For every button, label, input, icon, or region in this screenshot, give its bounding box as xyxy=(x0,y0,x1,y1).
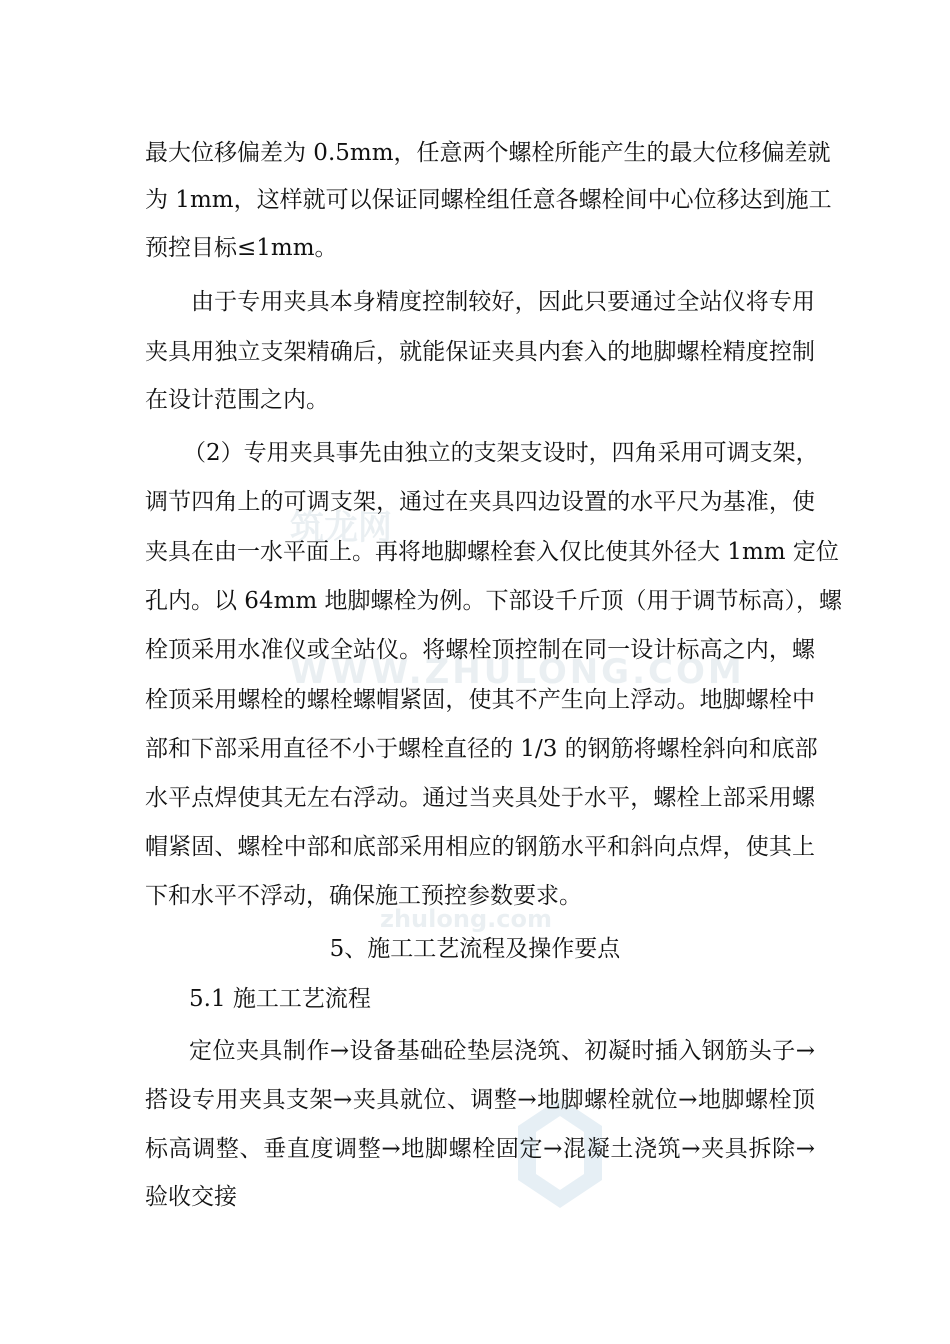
paragraph-3-line-10: 下和水平不浮动，确保施工预控参数要求。 xyxy=(145,883,582,909)
paragraph-3-line-2: 调节四角上的可调支架，通过在夹具四边设置的水平尺为基准，使 xyxy=(145,489,815,515)
paragraph-3-line-9: 帽紧固、螺栓中部和底部采用相应的钢筋水平和斜向点焊，使其上 xyxy=(145,834,815,860)
paragraph-4-line-3: 标高调整、垂直度调整→地脚螺栓固定→混凝土浇筑→夹具拆除→ xyxy=(145,1136,815,1162)
paragraph-4-line-2: 搭设专用夹具支架→夹具就位、调整→地脚螺栓就位→地脚螺栓顶 xyxy=(145,1087,815,1113)
watermark-cn: 筑龙网 xyxy=(290,508,392,548)
watermark-url: WWW.ZHULONG.COM xyxy=(290,652,745,692)
paragraph-2-line-1: 由于专用夹具本身精度控制较好，因此只要通过全站仪将专用 xyxy=(191,289,815,315)
paragraph-1-line-3: 预控目标≤1mm。 xyxy=(145,235,338,261)
paragraph-1-line-1: 最大位移偏差为 0.5mm，任意两个螺栓所能产生的最大位移偏差就 xyxy=(145,140,831,166)
paragraph-4-line-1: 定位夹具制作→设备基础砼垫层浇筑、初凝时插入钢筋头子→ xyxy=(189,1038,815,1064)
paragraph-3-line-3: 夹具在由一水平面上。再将地脚螺栓套入仅比使其外径大 1mm 定位 xyxy=(145,539,839,565)
section-heading: 5、施工工艺流程及操作要点 xyxy=(329,936,621,962)
paragraph-3-line-5: 栓顶采用水准仪或全站仪。将螺栓顶控制在同一设计标高之内，螺 xyxy=(145,637,815,663)
watermark-short: zhulong.com xyxy=(380,905,552,933)
paragraph-3-line-4: 孔内。以 64mm 地脚螺栓为例。下部设千斤顶（用于调节标高），螺 xyxy=(145,588,843,614)
paragraph-3-line-6: 栓顶采用螺栓的螺栓螺帽紧固，使其不产生向上浮动。地脚螺栓中 xyxy=(145,687,815,713)
paragraph-4-line-4: 验收交接 xyxy=(145,1184,237,1210)
subsection-heading: 5.1 施工工艺流程 xyxy=(189,986,371,1012)
paragraph-2-line-3: 在设计范围之内。 xyxy=(145,387,329,413)
paragraph-1-line-2: 为 1mm，这样就可以保证同螺栓组任意各螺栓间中心位移达到施工 xyxy=(145,187,832,213)
paragraph-3-line-7: 部和下部采用直径不小于螺栓直径的 1/3 的钢筋将螺栓斜向和底部 xyxy=(145,736,818,762)
paragraph-2-line-2: 夹具用独立支架精确后，就能保证夹具内套入的地脚螺栓精度控制 xyxy=(145,339,815,365)
paragraph-3-line-8: 水平点焊使其无左右浮动。通过当夹具处于水平，螺栓上部采用螺 xyxy=(145,785,815,811)
paragraph-3-line-1: （2）专用夹具事先由独立的支架支设时，四角采用可调支架， xyxy=(183,440,819,466)
